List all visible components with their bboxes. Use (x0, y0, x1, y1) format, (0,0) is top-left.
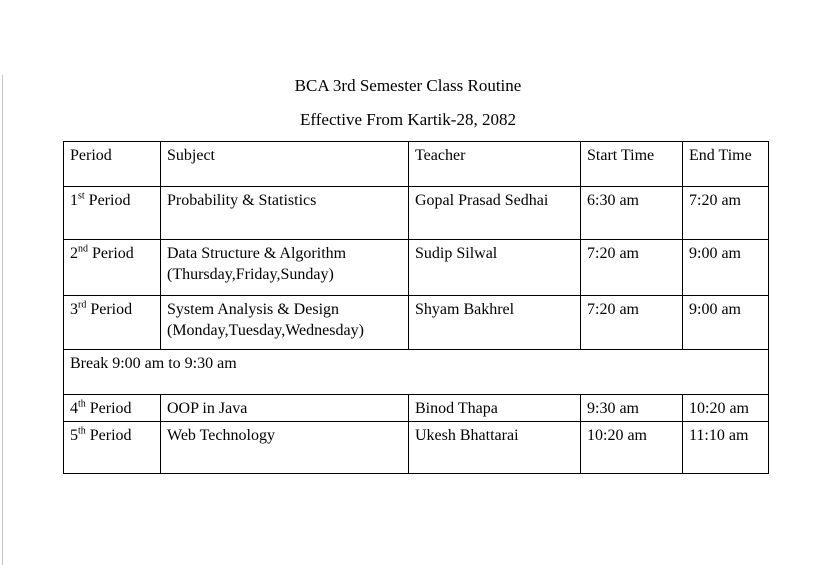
start-time-cell: 7:20 am (581, 296, 683, 350)
teacher-cell: Sudip Silwal (409, 240, 581, 296)
teacher-cell: Binod Thapa (409, 395, 581, 422)
period-number: 2 (70, 245, 78, 262)
table-row (64, 240, 769, 296)
end-time-cell: 10:20 am (683, 395, 769, 422)
table-row (64, 296, 769, 350)
period-cell (64, 240, 161, 296)
period-label: Period (92, 245, 134, 262)
header-cell-subject: Subject (161, 142, 409, 187)
page-subtitle: Effective From Kartik-28, 2082 (300, 110, 516, 129)
subject-name: Probability & Statistics (167, 192, 317, 209)
subject-cell (161, 395, 409, 422)
subject-cell (161, 240, 409, 296)
header-cell-teacher: Teacher (409, 142, 581, 187)
period-ordinal-suffix: th (78, 398, 86, 410)
period-ordinal-suffix: st (78, 190, 85, 202)
period-number: 5 (70, 427, 78, 444)
subject-cell (161, 296, 409, 350)
subject-cell (161, 422, 409, 474)
period-label: Period (88, 192, 131, 209)
table-header-row (64, 142, 769, 187)
table-row (64, 187, 769, 240)
header-cell-end-time: End Time (683, 142, 769, 187)
period-number: 3 (70, 301, 78, 318)
period-ordinal-suffix: rd (78, 299, 87, 311)
period-ordinal-suffix: th (78, 425, 86, 437)
teacher-cell: Shyam Bakhrel (409, 296, 581, 350)
subject-days: (Thursday,Friday,Sunday) (167, 266, 334, 283)
end-time-cell: 11:10 am (683, 422, 769, 474)
end-time-cell: 9:00 am (683, 240, 769, 296)
start-time-cell: 6:30 am (581, 187, 683, 240)
page-title: BCA 3rd Semester Class Routine (294, 76, 522, 95)
start-time-cell: 7:20 am (581, 240, 683, 296)
subject-cell (161, 187, 409, 240)
period-cell (64, 422, 161, 474)
header-cell-start-time: Start Time (581, 142, 683, 187)
period-cell (64, 187, 161, 240)
subject-name: Data Structure & Algorithm (167, 245, 347, 262)
start-time-cell: 10:20 am (581, 422, 683, 474)
page-left-edge-line (2, 75, 3, 565)
break-row (64, 350, 769, 395)
subject-name: Web Technology (167, 427, 275, 444)
routine-table (63, 141, 769, 474)
period-number: 1 (70, 192, 78, 209)
table-row (64, 422, 769, 474)
teacher-cell: Gopal Prasad Sedhai (409, 187, 581, 240)
start-time-cell: 9:30 am (581, 395, 683, 422)
period-label: Period (90, 301, 133, 318)
period-label: Period (89, 427, 132, 444)
subject-name: System Analysis & Design (167, 301, 340, 318)
teacher-cell: Ukesh Bhattarai (409, 422, 581, 474)
period-ordinal-suffix: nd (78, 243, 88, 255)
period-cell (64, 395, 161, 422)
table-row (64, 395, 769, 422)
period-cell (64, 296, 161, 350)
header-cell-period: Period (64, 142, 161, 187)
period-label: Period (89, 400, 132, 417)
subject-name: OOP in Java (167, 400, 248, 417)
end-time-cell: 7:20 am (683, 187, 769, 240)
subject-days: (Monday,Tuesday,Wednesday) (167, 322, 364, 339)
break-label: Break 9:00 am to 9:30 am (64, 350, 769, 395)
end-time-cell: 9:00 am (683, 296, 769, 350)
period-number: 4 (70, 400, 78, 417)
